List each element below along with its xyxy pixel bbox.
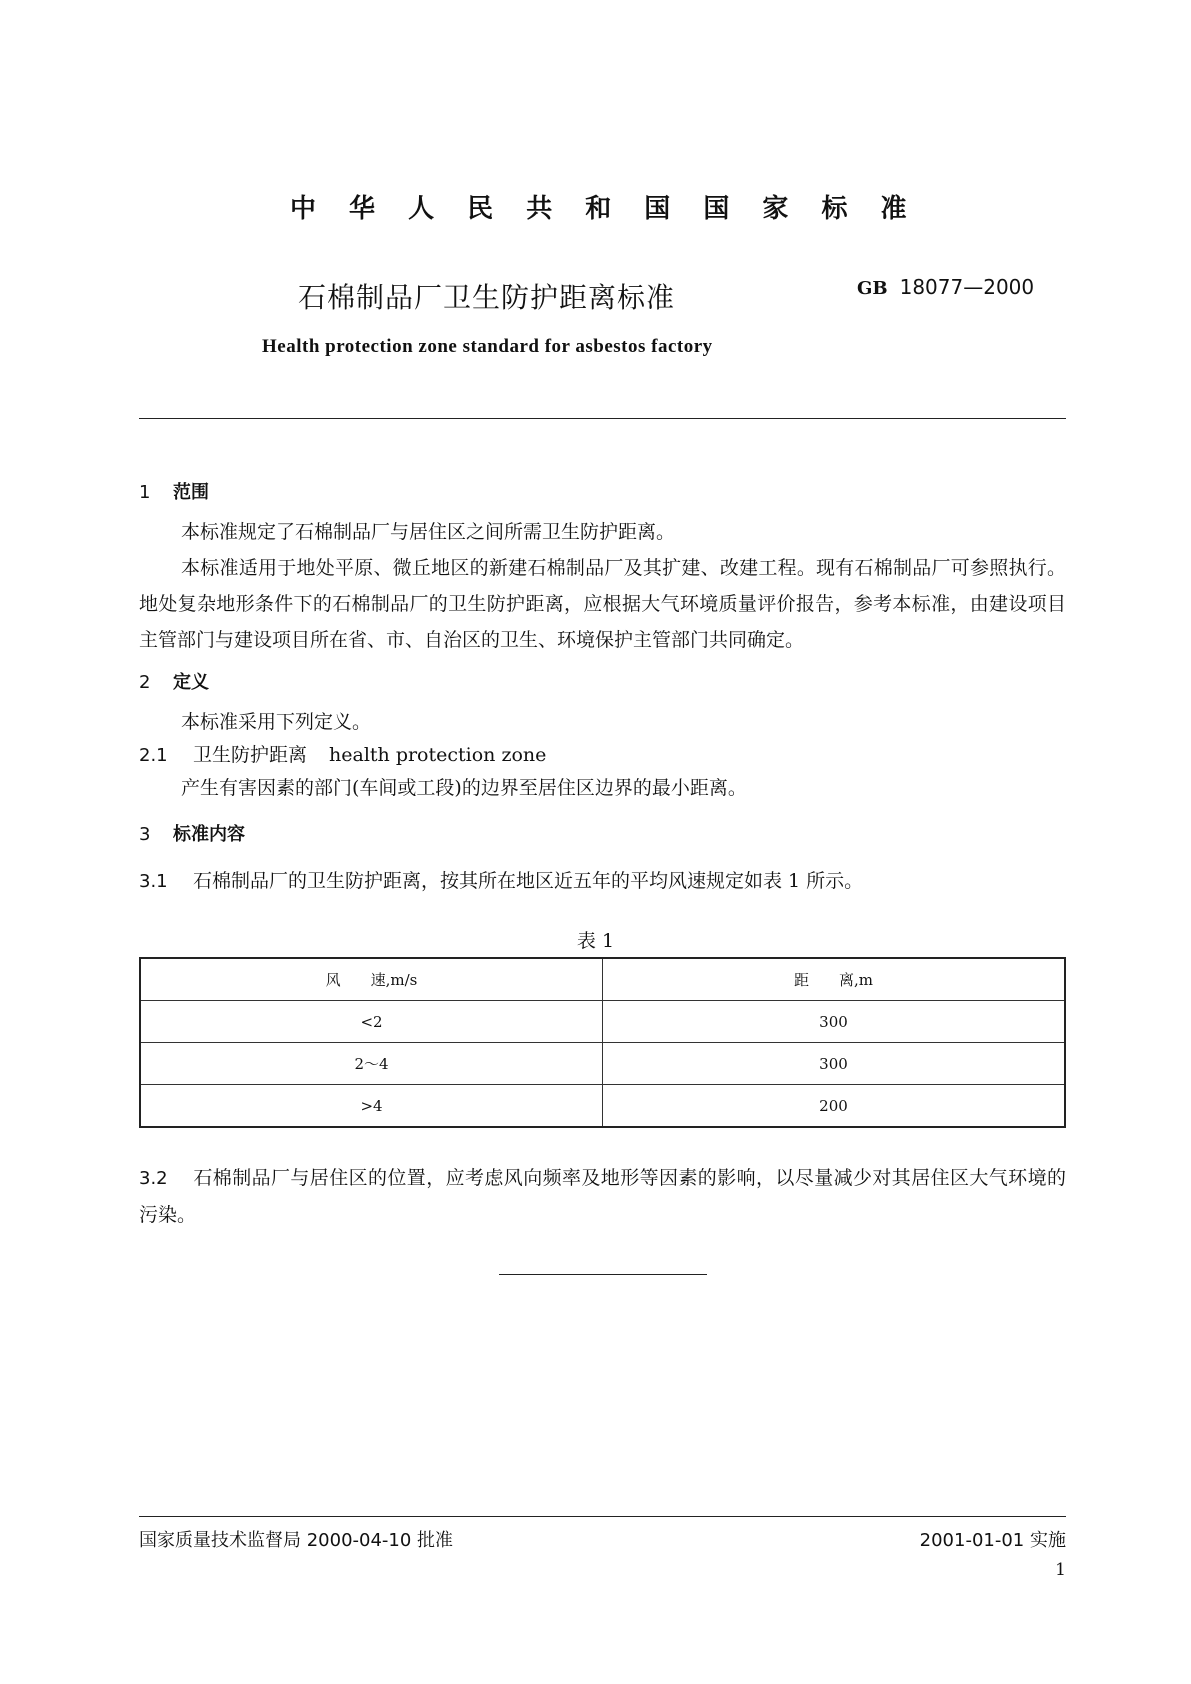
footer-divider [139,1516,1066,1517]
clause-term-en: health protection zone [329,744,547,766]
table-cell: 300 [603,1001,1066,1043]
section-2-heading [139,668,209,694]
section-3-heading [139,820,245,846]
clause-text: 石棉制品厂与居住区的位置，应考虑风向频率及地形等因素的影响，以尽量减少对其居住区大气环境的污染。 [139,1167,1066,1226]
section-title: 定义 [173,672,209,693]
table-caption: 表 1 [576,930,615,952]
table-row [140,1043,1065,1085]
national-standard-heading: 中 华 人 民 共 和 国 国 家 标 准 [290,194,919,224]
section-1-paragraph-1: 本标准规定了石棉制品厂与居住区之间所需卫生防护距离。 [181,521,676,543]
section-1-heading [139,478,209,504]
standard-code-prefix: GB [857,278,888,299]
header-divider [139,418,1066,419]
section-number: 3 [139,824,151,845]
clause-2-1 [139,740,546,767]
clause-number: 2.1 [139,745,168,766]
section-title: 标准内容 [173,824,245,845]
standard-code [857,275,1034,299]
document-title-cn: 石棉制品厂卫生防护距离标准 [298,281,676,314]
approval-info: 国家质量技术监督局 2000-04-10 批准 [139,1530,454,1551]
clause-term: 卫生防护距离 [193,744,308,766]
table-row [140,1085,1065,1128]
section-title: 范围 [173,482,209,503]
section-number: 1 [139,482,151,503]
clause-3-1 [139,866,863,893]
clause-3-2 [139,1160,1066,1233]
end-divider [499,1274,707,1275]
section-number: 2 [139,672,151,693]
clause-number: 3.1 [139,871,168,892]
table-cell: 2～4 [140,1043,603,1085]
table-cell: >4 [140,1085,603,1128]
effective-date: 2001-01-01 实施 [919,1530,1066,1551]
table-header-row [140,958,1065,1001]
table-cell: 200 [603,1085,1066,1128]
page-number: 1 [1055,1560,1066,1580]
wind-distance-table [139,957,1066,1128]
section-1-paragraph-2: 本标准适用于地处平原、微丘地区的新建石棉制品厂及其扩建、改建工程。现有石棉制品厂可参照执行。地处复杂地形条件下的石棉制品厂的卫生防护距离，应根据大气环境质量评价报告，参考本标准，由建设项目主管部门与建设项目所在省、市、自治区的卫生、环境保护主管部门共同确定。 [139,557,1066,651]
table-cell: <2 [140,1001,603,1043]
table-header-cell: 风 速,m/s [140,958,603,1001]
table-cell: 300 [603,1043,1066,1085]
document-title-en: Health protection zone standard for asbestos factory [262,336,713,357]
section-2-paragraph-1: 本标准采用下列定义。 [181,711,372,733]
table-header-cell: 距 离,m [603,958,1066,1001]
clause-number: 3.2 [139,1168,168,1189]
clause-text: 石棉制品厂的卫生防护距离，按其所在地区近五年的平均风速规定如表 1 所示。 [193,870,864,892]
clause-2-1-definition: 产生有害因素的部门(车间或工段)的边界至居住区边界的最小距离。 [181,777,747,799]
table-row [140,1001,1065,1043]
standard-code-number: 18077—2000 [899,275,1035,299]
